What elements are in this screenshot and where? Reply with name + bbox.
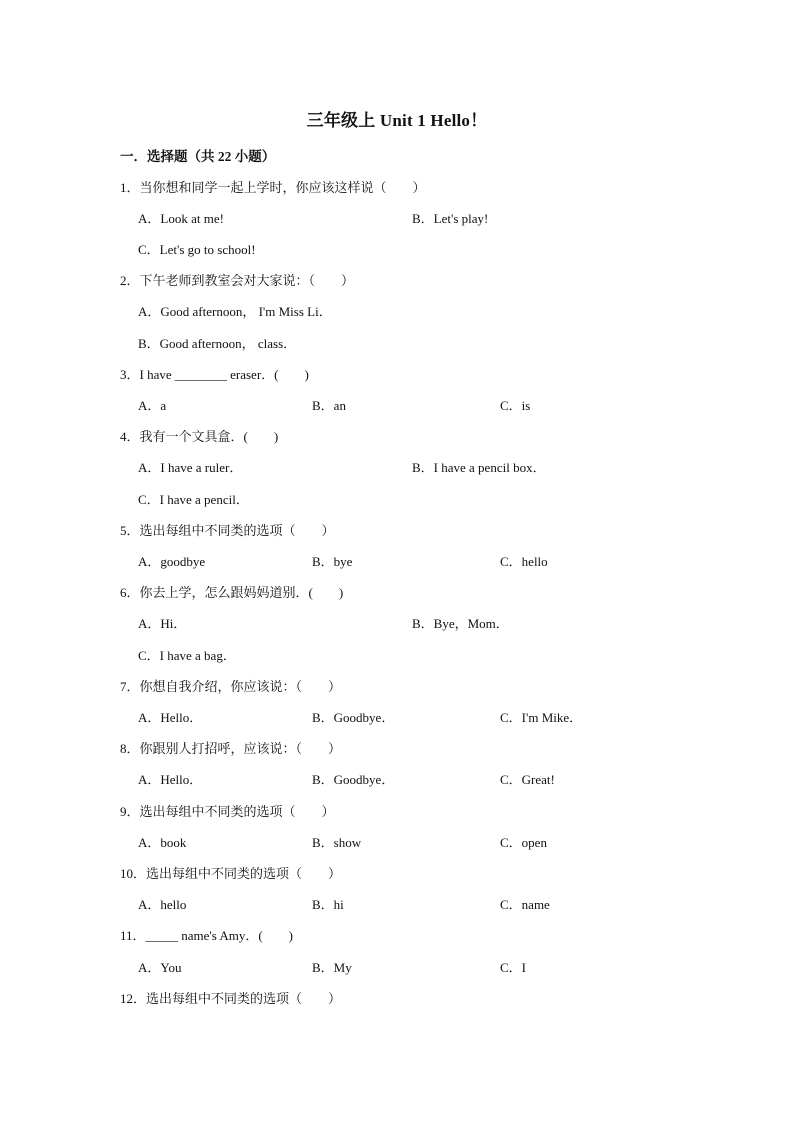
question-3-option-c[interactable]: C．is	[500, 398, 531, 413]
question-1-option-a[interactable]: A．Look at me!	[138, 211, 224, 226]
question-4-option-a[interactable]: A．I have a ruler．	[138, 460, 243, 475]
question-1-stem: 1．当你想和同学一起上学时，你应该这样说（ ）	[120, 180, 426, 195]
question-3-option-a[interactable]: A．a	[138, 398, 167, 413]
question-5-stem: 5．选出每组中不同类的选项（ ）	[120, 523, 335, 538]
question-8-option-b[interactable]: B．Goodbye．	[312, 772, 395, 787]
section-heading: 一．选择题（共 22 小题）	[120, 149, 276, 164]
question-4-option-b[interactable]: B．I have a pencil box．	[412, 460, 546, 475]
question-7-stem: 7．你想自我介绍，你应该说：（ ）	[120, 679, 342, 694]
question-4-option-c[interactable]: C．I have a pencil．	[138, 492, 249, 507]
question-11-option-b[interactable]: B．My	[312, 960, 352, 975]
question-5-option-b[interactable]: B．bye	[312, 554, 353, 569]
question-10-option-b[interactable]: B．hi	[312, 897, 344, 912]
question-10-stem: 10．选出每组中不同类的选项（ ）	[120, 866, 342, 881]
question-4-stem: 4．我有一个文具盒．( )	[120, 429, 279, 444]
question-1-option-b[interactable]: B．Let's play!	[412, 211, 489, 226]
question-12-stem: 12．选出每组中不同类的选项（ ）	[120, 991, 342, 1006]
question-5-option-c[interactable]: C．hello	[500, 554, 548, 569]
question-2-option-a[interactable]: A．Good afternoon， I'm Miss Li．	[138, 304, 332, 319]
question-8-stem: 8．你跟别人打招呼，应该说：（ ）	[120, 741, 342, 756]
question-9-option-a[interactable]: A．book	[138, 835, 187, 850]
question-11-option-a[interactable]: A．You	[138, 960, 182, 975]
question-7-option-b[interactable]: B．Goodbye．	[312, 710, 395, 725]
question-7-option-a[interactable]: A．Hello．	[138, 710, 203, 725]
question-11-stem: 11．_____ name's Amy．( )	[120, 928, 294, 943]
question-3-stem: 3．I have ________ eraser．( )	[120, 367, 309, 382]
question-5-option-a[interactable]: A．goodbye	[138, 554, 206, 569]
question-8-option-c[interactable]: C．Great!	[500, 772, 555, 787]
question-10-option-c[interactable]: C．name	[500, 897, 550, 912]
question-11-option-c[interactable]: C．I	[500, 960, 527, 975]
question-7-option-c[interactable]: C．I'm Mike．	[500, 710, 583, 725]
question-6-option-b[interactable]: B．Bye，Mom．	[412, 616, 509, 631]
question-1-option-c[interactable]: C．Let's go to school!	[138, 242, 256, 257]
question-9-stem: 9．选出每组中不同类的选项（ ）	[120, 804, 335, 819]
question-9-option-c[interactable]: C．open	[500, 835, 547, 850]
question-3-option-b[interactable]: B．an	[312, 398, 346, 413]
question-6-option-c[interactable]: C．I have a bag．	[138, 648, 236, 663]
question-6-option-a[interactable]: A．Hi．	[138, 616, 187, 631]
question-2-option-b[interactable]: B．Good afternoon， class．	[138, 336, 297, 351]
page-title: 三年级上 Unit 1 Hello！	[306, 111, 488, 130]
question-6-stem: 6．你去上学，怎么跟妈妈道别．( )	[120, 585, 344, 600]
question-10-option-a[interactable]: A．hello	[138, 897, 187, 912]
question-8-option-a[interactable]: A．Hello．	[138, 772, 203, 787]
question-9-option-b[interactable]: B．show	[312, 835, 362, 850]
question-2-stem: 2．下午老师到教室会对大家说：（ ）	[120, 273, 355, 288]
